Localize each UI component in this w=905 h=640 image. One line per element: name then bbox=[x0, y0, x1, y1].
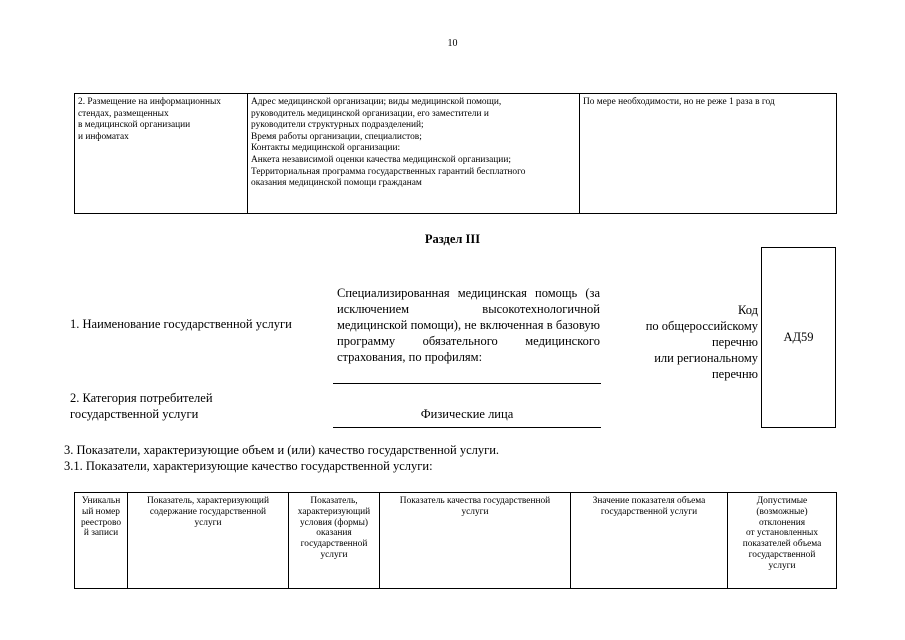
page-number: 10 bbox=[447, 38, 458, 49]
header-line: Показатель качества государственной bbox=[399, 496, 551, 506]
cell-line: Адрес медицинской организации; виды медицинской помощи, bbox=[251, 97, 502, 107]
cell-line: руководитель медицинской организации, его заместители и bbox=[251, 108, 489, 119]
cell-line: Контакты медицинской организации: bbox=[251, 143, 401, 154]
cell-line: стендах, размещенных bbox=[78, 108, 169, 119]
header-line: характеризующий bbox=[297, 506, 371, 517]
code-label bbox=[620, 302, 758, 382]
quality-heading: 3.1. Показатели, характеризующие качество государственной услуги: bbox=[64, 459, 433, 473]
header-allowed-deviations bbox=[728, 493, 837, 589]
header-line: й записи bbox=[83, 528, 119, 539]
header-line: отклонения bbox=[758, 517, 806, 528]
placement-content-cell bbox=[248, 94, 580, 214]
header-line: услуги bbox=[461, 506, 489, 517]
header-line: оказания bbox=[316, 528, 352, 539]
header-quality-indicator bbox=[380, 493, 571, 589]
quality-indicators-table bbox=[74, 492, 837, 589]
service-name-value: Специализированная медицинская помощь (за исключением высокотехнологичной медицинской помощи), не включенная в базовую программу обязательного медицинского страхования, по профилям: bbox=[337, 286, 600, 364]
placement-location-cell bbox=[75, 94, 248, 214]
placement-table bbox=[74, 93, 837, 214]
header-registry-number bbox=[75, 493, 128, 589]
header-line: условия (формы) bbox=[299, 517, 369, 528]
header-line: ый номер bbox=[82, 506, 120, 517]
cell-line: оказания медицинской помощи гражданам bbox=[251, 178, 422, 189]
table-row bbox=[75, 94, 837, 214]
code-label-line: по общероссийскому bbox=[645, 319, 758, 333]
header-volume-value bbox=[571, 493, 728, 589]
header-line: (возможные) bbox=[756, 506, 808, 517]
table-header-row bbox=[75, 493, 837, 589]
header-line: услуги bbox=[768, 560, 796, 571]
header-line: услуги bbox=[194, 517, 222, 528]
header-line: Показатель, bbox=[310, 496, 358, 506]
header-line: Допустимые bbox=[756, 496, 808, 506]
cell-line: 2. Размещение на информационных bbox=[78, 97, 221, 107]
cell-line: По мере необходимости, но не реже 1 раза в год bbox=[583, 97, 775, 107]
section-title: Раздел III bbox=[424, 232, 481, 246]
indicators-heading: 3. Показатели, характеризующие объем и (или) качество государственной услуги. bbox=[64, 443, 500, 457]
cell-line: Анкета независимой оценки качества медицинской организации; bbox=[251, 154, 511, 165]
header-line: Значение показателя объема bbox=[592, 496, 706, 506]
cell-line: в медицинской организации bbox=[78, 120, 191, 131]
service-name-underline bbox=[333, 383, 601, 384]
header-line: от установленных bbox=[745, 528, 819, 539]
header-line: Уникальн bbox=[81, 496, 121, 506]
header-content-indicator bbox=[128, 493, 289, 589]
placement-frequency-cell bbox=[580, 94, 837, 214]
header-line: содержание государственной bbox=[149, 506, 267, 517]
consumers-label bbox=[70, 391, 213, 422]
cell-line: руководители структурных подразделений; bbox=[251, 120, 424, 131]
header-line: государственной bbox=[300, 539, 368, 550]
header-line: услуги bbox=[320, 549, 348, 560]
code-label-line: Код bbox=[738, 303, 758, 317]
consumers-underline bbox=[333, 427, 601, 428]
header-line: Показатель, характеризующий bbox=[147, 496, 269, 506]
code-value: АД59 bbox=[783, 330, 814, 344]
cell-line: Время работы организации, специалистов; bbox=[251, 131, 422, 142]
header-conditions-indicator bbox=[289, 493, 380, 589]
header-line: реестрово bbox=[80, 517, 122, 528]
service-name-label: 1. Наименование государственной услуги bbox=[70, 317, 292, 331]
header-line: показателей объема bbox=[742, 539, 822, 550]
consumers-label-line: государственной услуги bbox=[70, 406, 199, 421]
code-label-line: перечню bbox=[711, 335, 758, 349]
header-line: государственной bbox=[748, 549, 816, 560]
cell-line: Территориальная программа государственных гарантий бесплатного bbox=[251, 166, 526, 177]
code-box bbox=[761, 247, 836, 428]
cell-line: и инфоматах bbox=[78, 131, 129, 142]
consumers-value: Физические лица bbox=[420, 407, 514, 421]
code-label-line: перечню bbox=[711, 367, 758, 381]
code-label-line: или региональному bbox=[654, 351, 758, 365]
consumers-label-line: 2. Категория потребителей bbox=[70, 391, 213, 405]
header-line: государственной услуги bbox=[600, 506, 698, 517]
